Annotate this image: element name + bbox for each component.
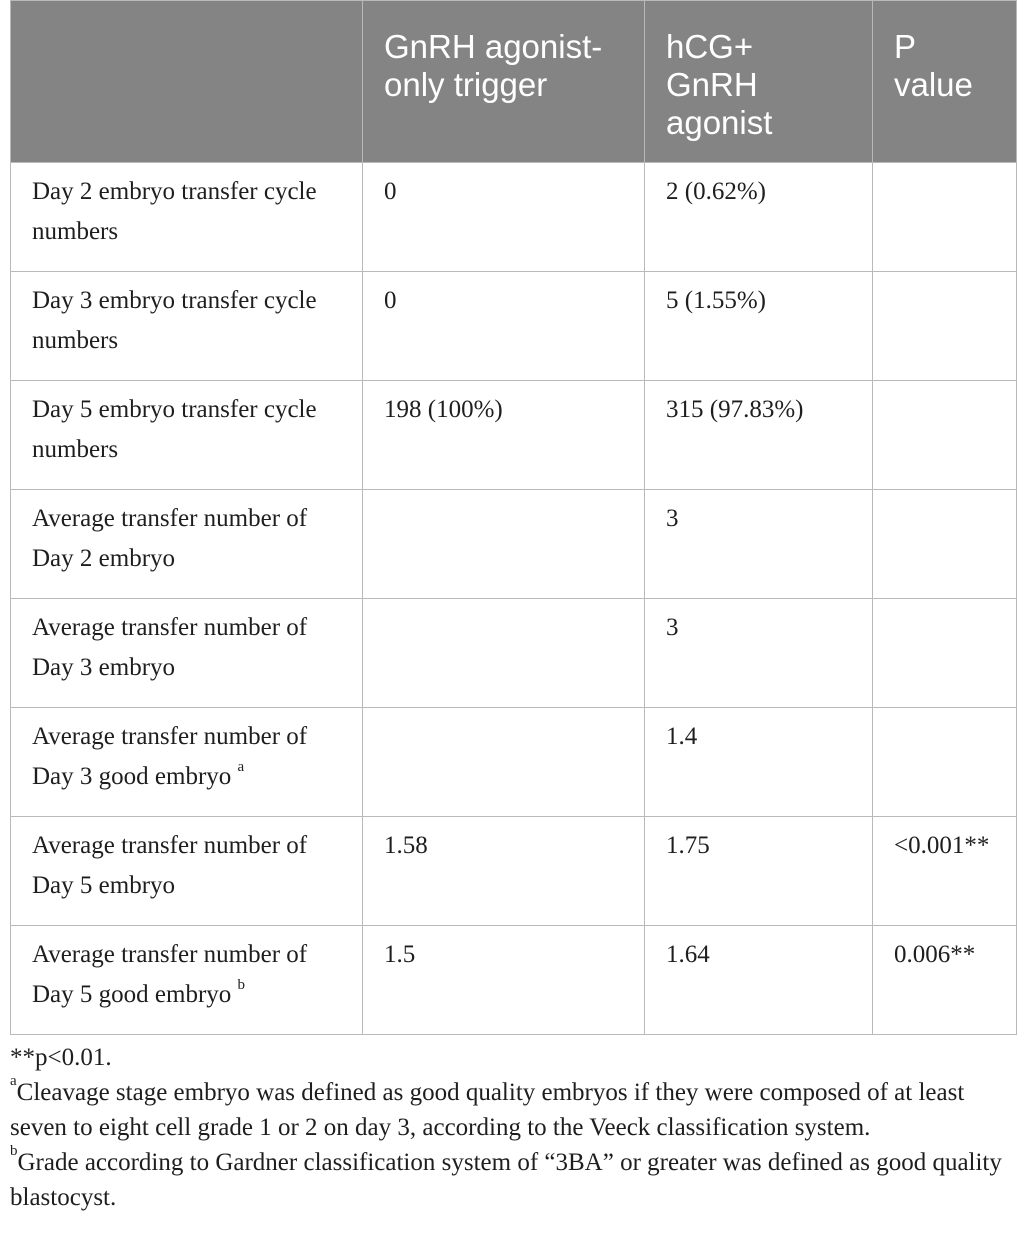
row-label	[11, 381, 363, 490]
cell-p-value	[873, 381, 1017, 490]
table-row	[11, 490, 1017, 599]
table-row	[11, 163, 1017, 272]
cell-hcg-gnrh-agonist: 315 (97.83%)	[645, 381, 873, 490]
header-empty	[11, 1, 363, 163]
row-label	[11, 817, 363, 926]
row-label-text: Average transfer number of Day 3 good embryo	[32, 723, 308, 790]
cell-hcg-gnrh-agonist: 1.4	[645, 708, 873, 817]
row-label-footnote-mark: a	[237, 758, 245, 775]
header-hcg-gnrh-agonist: hCG+ GnRH agonist	[645, 1, 873, 163]
row-label-text: Day 3 embryo transfer cycle numbers	[32, 287, 317, 354]
cell-hcg-gnrh-agonist: 1.64	[645, 926, 873, 1035]
footnote-a	[10, 1072, 1016, 1145]
row-label	[11, 163, 363, 272]
row-label-text: Average transfer number of Day 2 embryo	[32, 505, 308, 572]
cell-p-value	[873, 599, 1017, 708]
row-label-footnote-mark: b	[237, 976, 246, 993]
cell-gnrh-agonist-only: 0	[363, 163, 645, 272]
cell-p-value	[873, 708, 1017, 817]
row-label-text: Day 5 embryo transfer cycle numbers	[32, 396, 317, 463]
row-label-text: Average transfer number of Day 5 good embryo	[32, 941, 308, 1008]
cell-gnrh-agonist-only	[363, 490, 645, 599]
row-label-text: Average transfer number of Day 3 embryo	[32, 614, 308, 681]
header-p-value: P value	[873, 1, 1017, 163]
row-label	[11, 926, 363, 1035]
table-container	[10, 0, 1016, 1215]
results-table	[10, 0, 1017, 1035]
footnote-b	[10, 1142, 1016, 1215]
row-label	[11, 708, 363, 817]
cell-hcg-gnrh-agonist: 3	[645, 599, 873, 708]
footnote-b-text: Grade according to Gardner classification system of “3BA” or greater was defined as good quality blastocyst.	[10, 1149, 1002, 1211]
cell-gnrh-agonist-only	[363, 599, 645, 708]
cell-p-value: <0.001**	[873, 817, 1017, 926]
cell-hcg-gnrh-agonist: 5 (1.55%)	[645, 272, 873, 381]
cell-gnrh-agonist-only: 1.5	[363, 926, 645, 1035]
row-label	[11, 599, 363, 708]
cell-gnrh-agonist-only: 1.58	[363, 817, 645, 926]
footnotes	[10, 1040, 1016, 1215]
table-row	[11, 381, 1017, 490]
row-label	[11, 490, 363, 599]
cell-p-value	[873, 272, 1017, 381]
cell-hcg-gnrh-agonist: 2 (0.62%)	[645, 163, 873, 272]
cell-p-value	[873, 163, 1017, 272]
cell-gnrh-agonist-only	[363, 708, 645, 817]
cell-hcg-gnrh-agonist: 3	[645, 490, 873, 599]
cell-gnrh-agonist-only: 198 (100%)	[363, 381, 645, 490]
row-label-text: Average transfer number of Day 5 embryo	[32, 832, 308, 899]
header-row	[11, 1, 1017, 163]
footnote-significance: **p<0.01.	[10, 1044, 112, 1071]
table-row	[11, 926, 1017, 1035]
cell-hcg-gnrh-agonist: 1.75	[645, 817, 873, 926]
table-row	[11, 272, 1017, 381]
footnote-b-mark: b	[10, 1142, 18, 1159]
table-row	[11, 817, 1017, 926]
cell-p-value: 0.006**	[873, 926, 1017, 1035]
cell-p-value	[873, 490, 1017, 599]
table-row	[11, 599, 1017, 708]
footnote-a-text: Cleavage stage embryo was defined as good quality embryos if they were composed of at least seven to eight cell grade 1 or 2 on day 3, according to the Veeck classification system.	[10, 1079, 965, 1141]
row-label-text: Day 2 embryo transfer cycle numbers	[32, 178, 317, 245]
header-gnrh-agonist-only: GnRH agonist- only trigger	[363, 1, 645, 163]
row-label	[11, 272, 363, 381]
table-row	[11, 708, 1017, 817]
cell-gnrh-agonist-only: 0	[363, 272, 645, 381]
footnote-a-mark: a	[10, 1072, 17, 1089]
